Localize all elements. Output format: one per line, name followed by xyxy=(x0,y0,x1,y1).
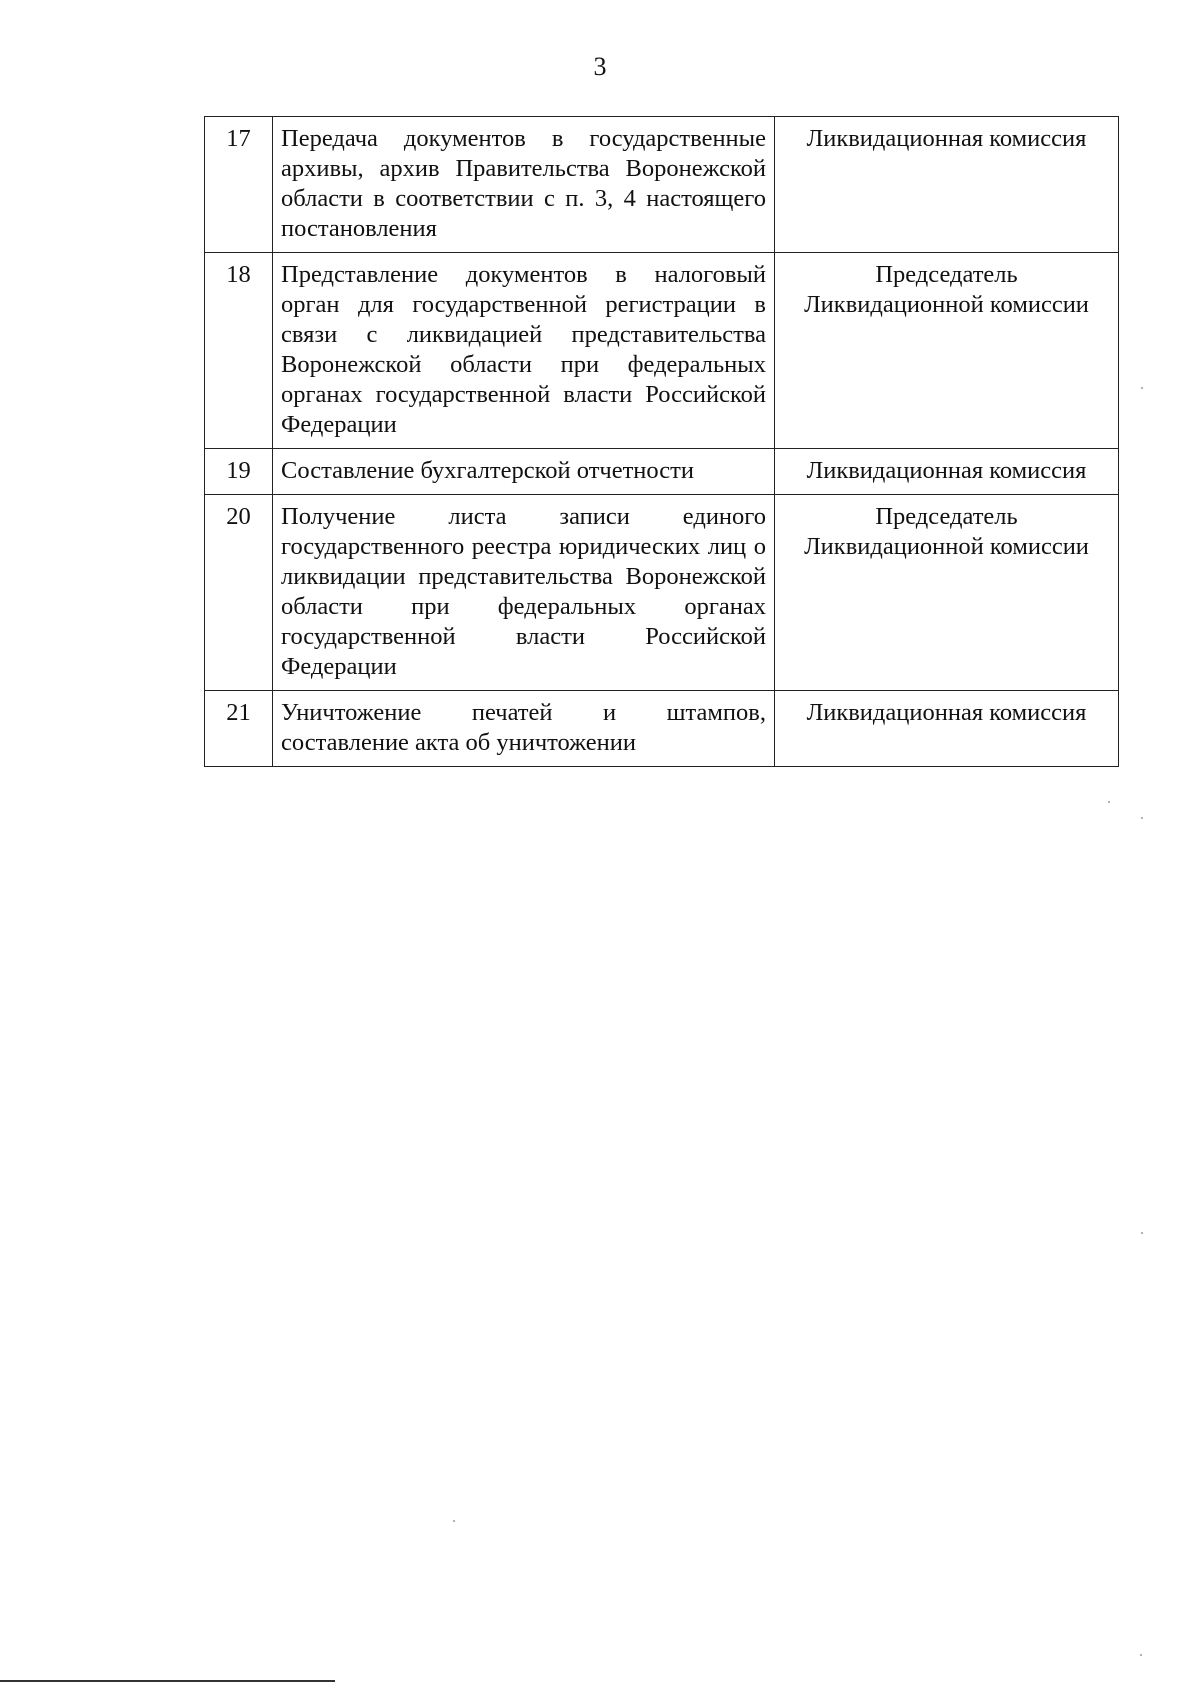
scan-edge-rule xyxy=(0,1680,335,1682)
responsible-party: Ликвидационная комиссия xyxy=(775,449,1119,495)
responsible-party: Председатель Ликвидационной комиссии xyxy=(775,253,1119,449)
responsible-party: Председатель Ликвидационной комиссии xyxy=(775,495,1119,691)
task-description: Составление бухгалтерской отчетности xyxy=(273,449,775,495)
scan-speck xyxy=(1140,1654,1142,1656)
table-row xyxy=(205,253,1119,449)
row-number: 20 xyxy=(205,495,273,691)
scan-speck xyxy=(1141,1232,1143,1234)
responsible-party: Ликвидационная комиссия xyxy=(775,117,1119,253)
row-number: 18 xyxy=(205,253,273,449)
responsible-party: Ликвидационная комиссия xyxy=(775,691,1119,767)
table-row xyxy=(205,449,1119,495)
row-number: 21 xyxy=(205,691,273,767)
task-description: Представление документов в налоговый орган для государственной регистрации в связи с ликвидацией представительства Воронежской области при федеральных органах государственной власти Российской Федерации xyxy=(273,253,775,449)
scan-speck xyxy=(1108,801,1110,803)
table-row xyxy=(205,691,1119,767)
page-number: 3 xyxy=(593,52,607,81)
table-row xyxy=(205,495,1119,691)
task-description: Передача документов в государственные архивы, архив Правительства Воронежской области в соответствии с п. 3, 4 настоящего постановления xyxy=(273,117,775,253)
row-number: 17 xyxy=(205,117,273,253)
scan-speck xyxy=(1141,387,1143,389)
task-description: Получение листа записи единого государственного реестра юридических лиц о ликвидации представительства Воронежской области при федеральных органах государственной власти Российской Федерации xyxy=(273,495,775,691)
table-row xyxy=(205,117,1119,253)
row-number: 19 xyxy=(205,449,273,495)
scan-speck xyxy=(1141,817,1143,819)
task-description: Уничтожение печатей и штампов, составление акта об уничтожении xyxy=(273,691,775,767)
liquidation-plan-table xyxy=(204,116,1119,767)
scan-speck xyxy=(453,1520,455,1522)
